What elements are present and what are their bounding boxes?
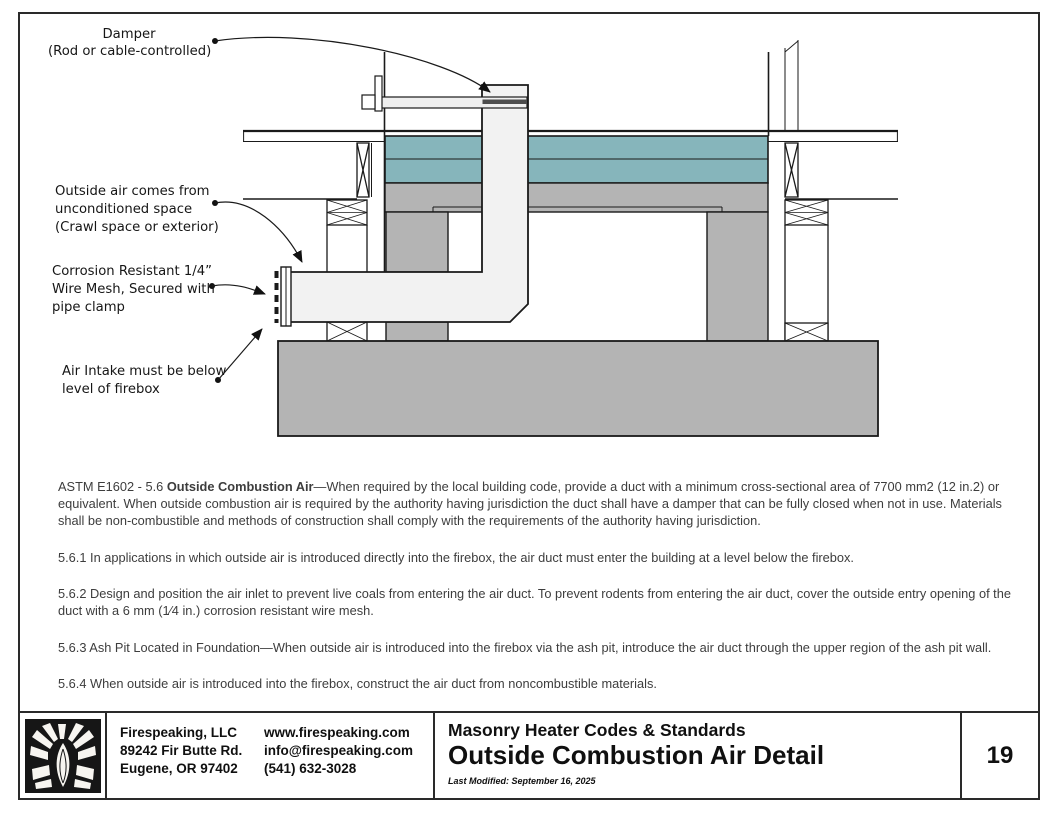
logo-cell <box>20 713 107 798</box>
page-border <box>18 12 1040 800</box>
code-clause-title: Outside Combustion Air <box>166 479 314 494</box>
code-paragraph-5-6-3: 5.6.3 Ash Pit Located in Foundation—When outside air is introduced into the firebox via the ash pit, introduce the air duct through the upper region of the ash pit wall. <box>58 639 992 655</box>
page-number: 19 <box>986 741 1014 769</box>
company-address <box>120 724 264 798</box>
code-paragraph-5-6-4: 5.6.4 When outside air is introduced into the firebox, construct the air duct from noncombustible materials. <box>58 676 657 691</box>
label-outside-air: Outside air comes from unconditioned space (Crawl space or exterior) <box>55 184 219 235</box>
firespeaking-logo <box>25 719 101 793</box>
company-website: www.firespeaking.com <box>264 725 410 740</box>
label-wire-mesh: Corrosion Resistant 1/4” Wire Mesh, Secured with pipe clamp <box>52 264 215 315</box>
document-series-title: Masonry Heater Codes & Standards <box>448 720 746 740</box>
company-info-cell <box>107 713 435 798</box>
sheet-title: Outside Combustion Air Detail <box>448 740 825 770</box>
company-street: 89242 Fir Butte Rd. <box>120 743 243 758</box>
code-paragraph-5-6-1: 5.6.1 In applications in which outside air is introduced directly into the firebox, the air duct must enter the building at a level below the firebox. <box>58 549 854 565</box>
last-modified-date: Last Modified: September 16, 2025 <box>448 776 596 786</box>
label-air-intake: Air Intake must be below level of firebox <box>62 364 227 397</box>
company-contact <box>264 724 413 798</box>
company-email: info@firespeaking.com <box>264 743 413 758</box>
sheet-title-cell <box>435 713 962 798</box>
footer-title-block <box>20 711 1038 798</box>
company-city: Eugene, OR 97402 <box>120 761 238 776</box>
label-damper: Damper (Rod or cable-controlled) <box>48 27 212 59</box>
code-paragraph-5-6-2: 5.6.2 Design and position the air inlet to prevent live coals from entering the air duct. To prevent rodents from entering the air duct, cover the outside entry opening of the duct with a 6 mm (1⁄4 in.) corrosion resistant wire mesh. <box>58 586 1011 618</box>
code-paragraph-5-6: ASTM E1602 - 5.6 Outside Combustion Air—When required by the local building code, provide a duct with a minimum cross-sectional area of 7700 mm2 (12 in.2) or equivalent. When outside combustion air is required by the authority having jurisdiction the duct shall have a damper that can be fully closed when not in use. Materials shall be non-combustible and methods of construction shall comply with the requirements of the authority having jurisdiction. <box>58 479 1002 528</box>
company-phone: (541) 632-3028 <box>264 761 357 776</box>
company-name: Firespeaking, LLC <box>120 725 238 740</box>
page-number-cell <box>962 713 1038 798</box>
